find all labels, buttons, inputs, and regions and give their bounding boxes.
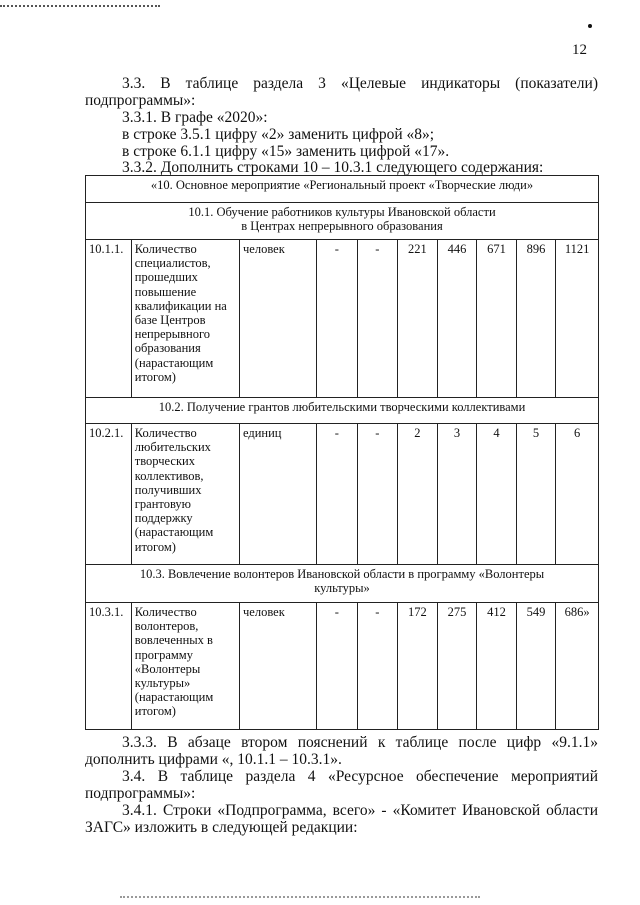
scan-artifact-top — [0, 5, 160, 7]
row-value-4: 3 — [437, 424, 477, 565]
row-value-6: 896 — [516, 240, 556, 398]
row-value-3: 221 — [398, 240, 438, 398]
row-value-4: 275 — [437, 603, 477, 730]
paragraph-3-4-1-line2: ЗАГС» изложить в следующей редакции: — [85, 819, 358, 836]
row-value-7: 6 — [556, 424, 599, 565]
paragraph-3-4-line2: подпрограммы»: — [85, 785, 196, 802]
table-row-sub2 — [86, 398, 599, 424]
subsection-10-3-line2: культуры» — [314, 581, 370, 596]
paragraph-3-3-3-line2: дополнить цифрами «, 10.1.1 – 10.3.1». — [85, 751, 342, 768]
table-row-sub1 — [86, 203, 599, 240]
row-value-7: 686» — [556, 603, 599, 730]
row-code: 10.3.1. — [86, 603, 132, 730]
row-value-3: 172 — [398, 603, 438, 730]
table-row-main — [86, 176, 599, 203]
row-unit: человек — [240, 603, 317, 730]
paragraph-3-4-line1: 3.4. В таблице раздела 4 «Ресурсное обеспечение мероприятий — [122, 768, 598, 785]
subsection-10-3 — [86, 565, 599, 603]
row-code: 10.2.1. — [86, 424, 132, 565]
subsection-10-1 — [86, 203, 599, 240]
paragraph-3-3-1-b: в строке 6.1.1 цифру «15» заменить цифрой «17». — [122, 143, 450, 160]
row-value-2: - — [357, 240, 398, 398]
row-name: Количество волонтеров, вовлеченных в программу «Волонтеры культуры» (нарастающим итогом) — [131, 603, 239, 730]
table-row-10-3-1 — [86, 603, 599, 730]
table-row-sub3 — [86, 565, 599, 603]
row-value-2: - — [357, 424, 398, 565]
row-value-3: 2 — [398, 424, 438, 565]
row-value-6: 5 — [516, 424, 556, 565]
subsection-10-1-line1: 10.1. Обучение работников культуры Ивановской области — [188, 205, 496, 219]
scan-artifact-bottom — [120, 896, 480, 898]
row-name: Количество специалистов, прошедших повышение квалификации на базе Центров непрерывного образования (нарастающим итогом) — [131, 240, 239, 398]
row-value-1: - — [317, 424, 358, 565]
row-value-2: - — [357, 603, 398, 730]
row-code: 10.1.1. — [86, 240, 132, 398]
indicators-table — [85, 175, 599, 730]
row-value-5: 4 — [477, 424, 517, 565]
row-value-5: 671 — [477, 240, 517, 398]
row-value-7: 1121 — [556, 240, 599, 398]
row-value-6: 549 — [516, 603, 556, 730]
subsection-10-3-line1: 10.3. Вовлечение волонтеров Ивановской области в программу «Волонтеры — [139, 567, 545, 581]
row-value-4: 446 — [437, 240, 477, 398]
paragraph-3-4-1-line1: 3.4.1. Строки «Подпрограмма, всего» - «Комитет Ивановской области — [122, 802, 598, 819]
subsection-10-2: 10.2. Получение грантов любительскими творческими коллективами — [86, 398, 599, 424]
main-activity-cell: «10. Основное мероприятие «Региональный проект «Творческие люди» — [86, 176, 599, 203]
row-value-1: - — [317, 603, 358, 730]
row-unit: единиц — [240, 424, 317, 565]
row-value-5: 412 — [477, 603, 517, 730]
paragraph-3-3-1: 3.3.1. В графе «2020»: — [122, 109, 268, 126]
table-row-10-1-1 — [86, 240, 599, 398]
row-name: Количество любительских творческих коллективов, получивших грантовую поддержку (нарастающим итогом) — [131, 424, 239, 565]
row-value-1: - — [317, 240, 358, 398]
paragraph-3-3-line2: подпрограммы»: — [85, 92, 196, 109]
row-unit: человек — [240, 240, 317, 398]
subsection-10-1-line2: в Центрах непрерывного образования — [241, 219, 443, 234]
table-row-10-2-1 — [86, 424, 599, 565]
paragraph-3-3-3-line1: 3.3.3. В абзаце втором пояснений к таблице после цифр «9.1.1» — [122, 734, 598, 751]
paragraph-3-3-2: 3.3.2. Дополнить строками 10 – 10.3.1 следующего содержания: — [122, 159, 544, 176]
paragraph-3-3-line1: 3.3. В таблице раздела 3 «Целевые индикаторы (показатели) — [122, 75, 598, 92]
paragraph-3-3-1-a: в строке 3.5.1 цифру «2» заменить цифрой «8»; — [122, 126, 435, 143]
page-number: 12 — [572, 42, 587, 58]
scan-dot — [588, 24, 592, 28]
